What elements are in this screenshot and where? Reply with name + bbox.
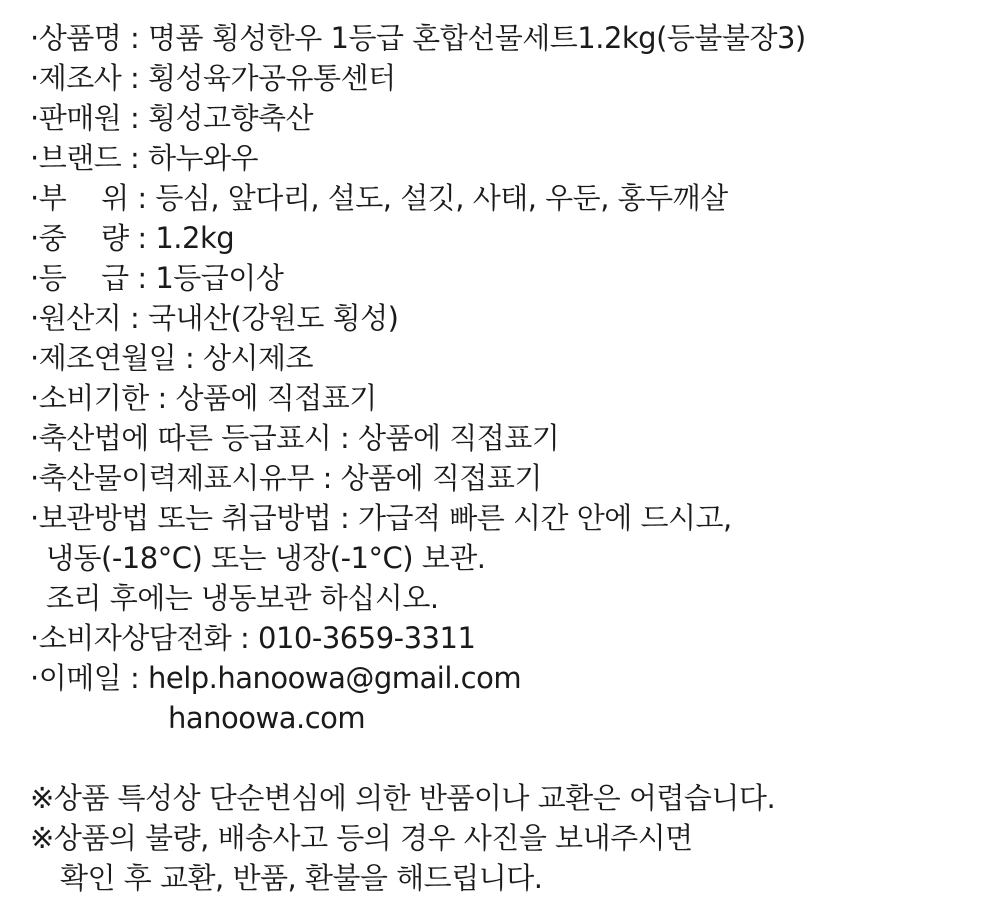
notice-defect-line: ※상품의 불량, 배송사고 등의 경우 사진을 보내주시면 — [30, 821, 693, 855]
grade-line: ·등 급 : 1등급이상 — [30, 261, 284, 295]
storage-after-cooking-line: 조리 후에는 냉동보관 하십시오. — [46, 581, 439, 615]
weight-line: ·중 량 : 1.2kg — [30, 221, 235, 255]
brand-line: ·브랜드 : 하누와우 — [30, 141, 259, 175]
traceability-line: ·축산물이력제표시유무 : 상품에 직접표기 — [30, 461, 542, 495]
cuts-line: ·부 위 : 등심, 앞다리, 설도, 설깃, 사태, 우둔, 홍두깨살 — [30, 181, 728, 215]
manufacture-date-line: ·제조연월일 : 상시제조 — [30, 341, 314, 375]
seller-line: ·판매원 : 횡성고향축산 — [30, 101, 314, 135]
origin-line: ·원산지 : 국내산(강원도 횡성) — [30, 301, 399, 335]
spacer — [30, 738, 990, 778]
notice-refund-line: 확인 후 교환, 반품, 환불을 해드립니다. — [60, 861, 543, 895]
email-line: ·이메일 : help.hanoowa@gmail.com — [30, 661, 522, 695]
grade-display-line: ·축산법에 따른 등급표시 : 상품에 직접표기 — [30, 421, 560, 455]
notice-no-return-line: ※상품 특성상 단순변심에 의한 반품이나 교환은 어렵습니다. — [30, 781, 776, 815]
manufacturer-line: ·제조사 : 횡성육가공유통센터 — [30, 61, 396, 95]
storage-method-line: ·보관방법 또는 취급방법 : 가급적 빠른 시간 안에 드시고, — [30, 501, 732, 535]
product-info-sheet — [30, 18, 990, 898]
expiry-line: ·소비기한 : 상품에 직접표기 — [30, 381, 377, 415]
product-name-line: ·상품명 : 명품 횡성한우 1등급 혼합선물세트1.2kg(등불불장3) — [30, 21, 806, 55]
website-line: hanoowa.com — [168, 701, 366, 735]
storage-temperature-line: 냉동(-18°C) 또는 냉장(-1°C) 보관. — [46, 541, 486, 575]
customer-phone-line: ·소비자상담전화 : 010-3659-3311 — [30, 621, 476, 655]
